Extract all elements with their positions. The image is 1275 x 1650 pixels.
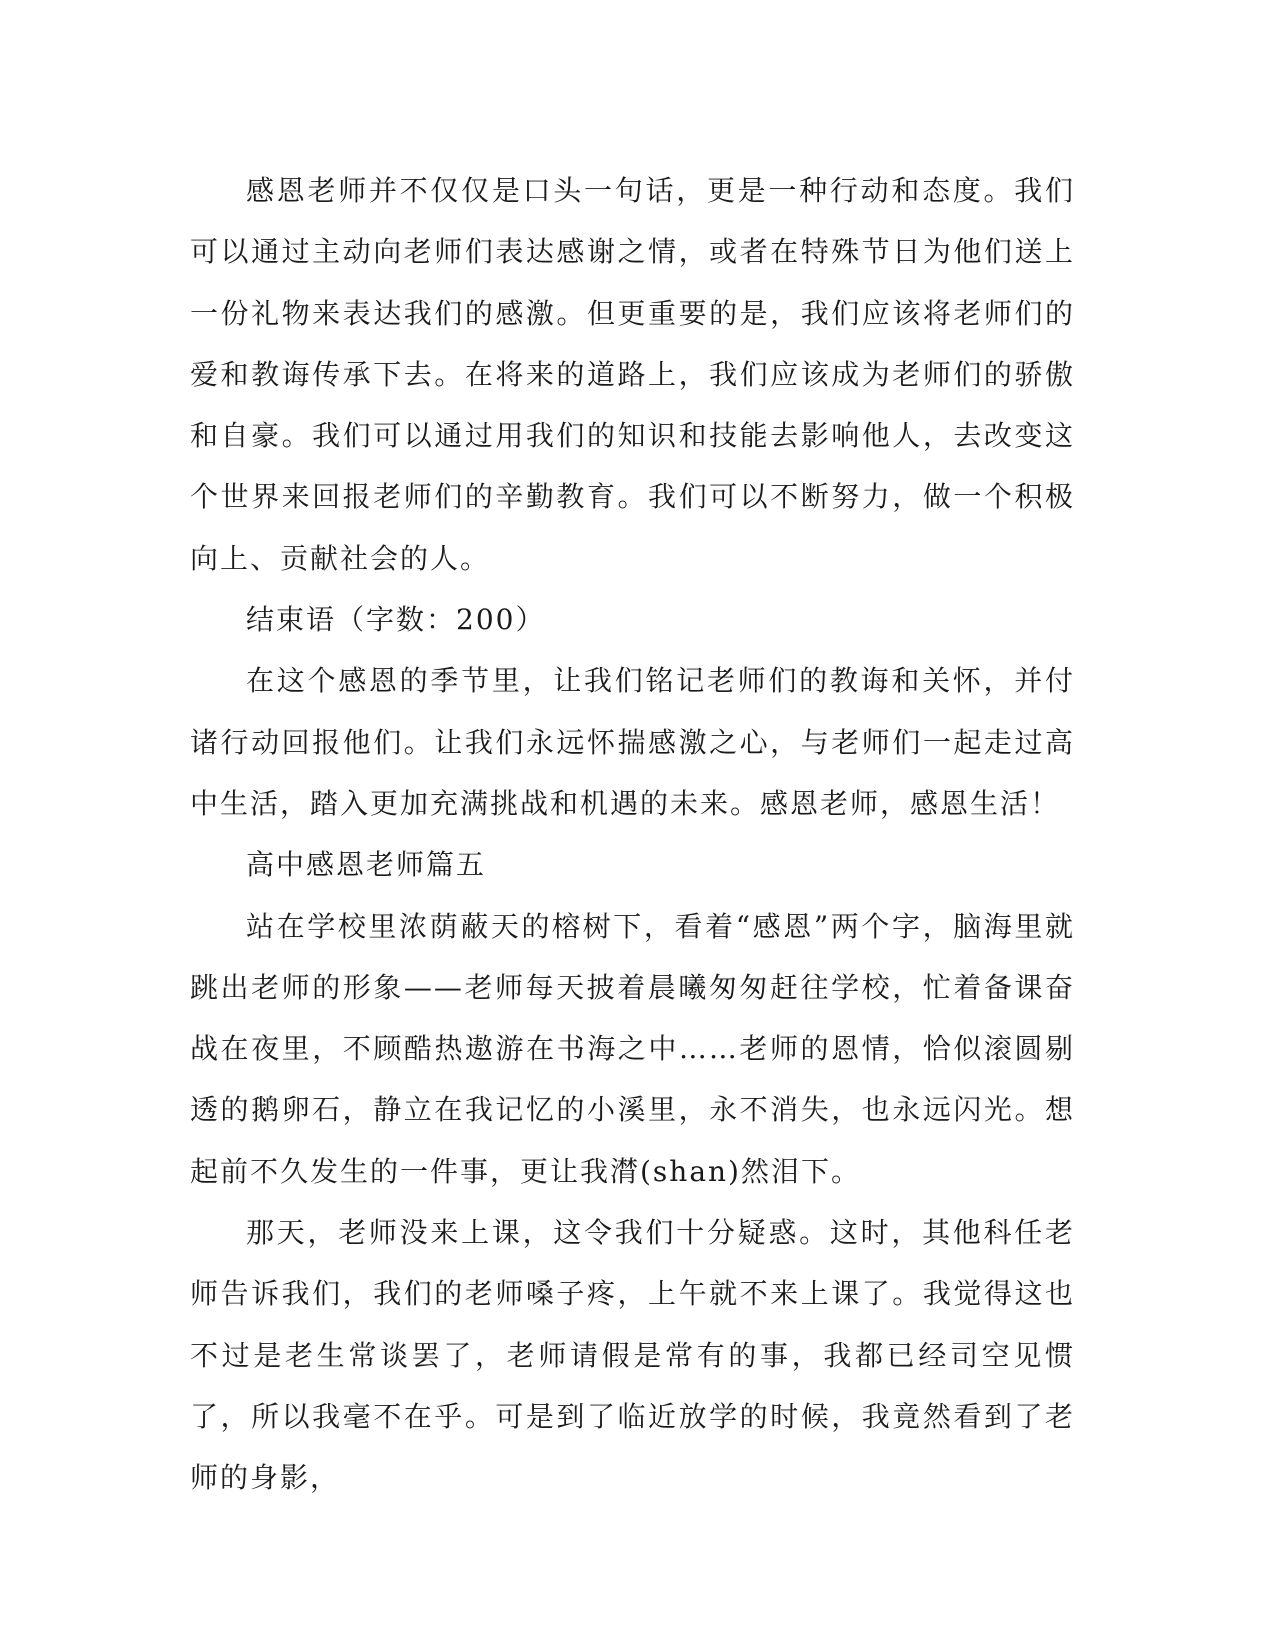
paragraph-teacher-absent: 那天，老师没来上课，这令我们十分疑惑。这时，其他科任老师告诉我们，我们的老师嗓子疼，上午就不来上课了。我觉得这也不过是老生常谈罢了，老师请假是常有的事，我都已经司空见惯了，所以我毫不在乎。可是到了临近放学的时候，我竟然看到了老师的身影，	[190, 1216, 1075, 1495]
section-title-part-five: 高中感恩老师篇五	[246, 848, 487, 882]
paragraph-closing: 在这个感恩的季节里，让我们铭记老师们的教诲和关怀，并付诸行动回报他们。让我们永远怀揣感激之心，与老师们一起走过高中生活，踏入更加充满挑战和机遇的未来。感恩老师，感恩生活！	[190, 664, 1075, 820]
closing-heading: 结束语（字数：200）	[246, 603, 546, 637]
paragraph-banyan-tree: 站在学校里浓荫蔽天的榕树下，看着“感恩”两个字，脑海里就跳出老师的形象——老师每天披着晨曦匆匆赶往学校，忙着备课奋战在夜里，不顾酷热遨游在书海之中……老师的恩情，恰似滚圆剔透的鹅卵石，静立在我记忆的小溪里，永不消失，也永远闪光。想起前不久发生的一件事，更让我潸(shan)然泪下。	[190, 909, 1075, 1188]
document-body	[190, 160, 1075, 1509]
paragraph-gratitude-action: 感恩老师并不仅仅是口头一句话，更是一种行动和态度。我们可以通过主动向老师们表达感谢之情，或者在特殊节日为他们送上一份礼物来表达我们的感激。但更重要的是，我们应该将老师们的爱和教诲传承下去。在将来的道路上，我们应该成为老师们的骄傲和自豪。我们可以通过用我们的知识和技能去影响他人，去改变这个世界来回报老师们的辛勤教育。我们可以不断努力，做一个积极向上、贡献社会的人。	[190, 174, 1075, 575]
